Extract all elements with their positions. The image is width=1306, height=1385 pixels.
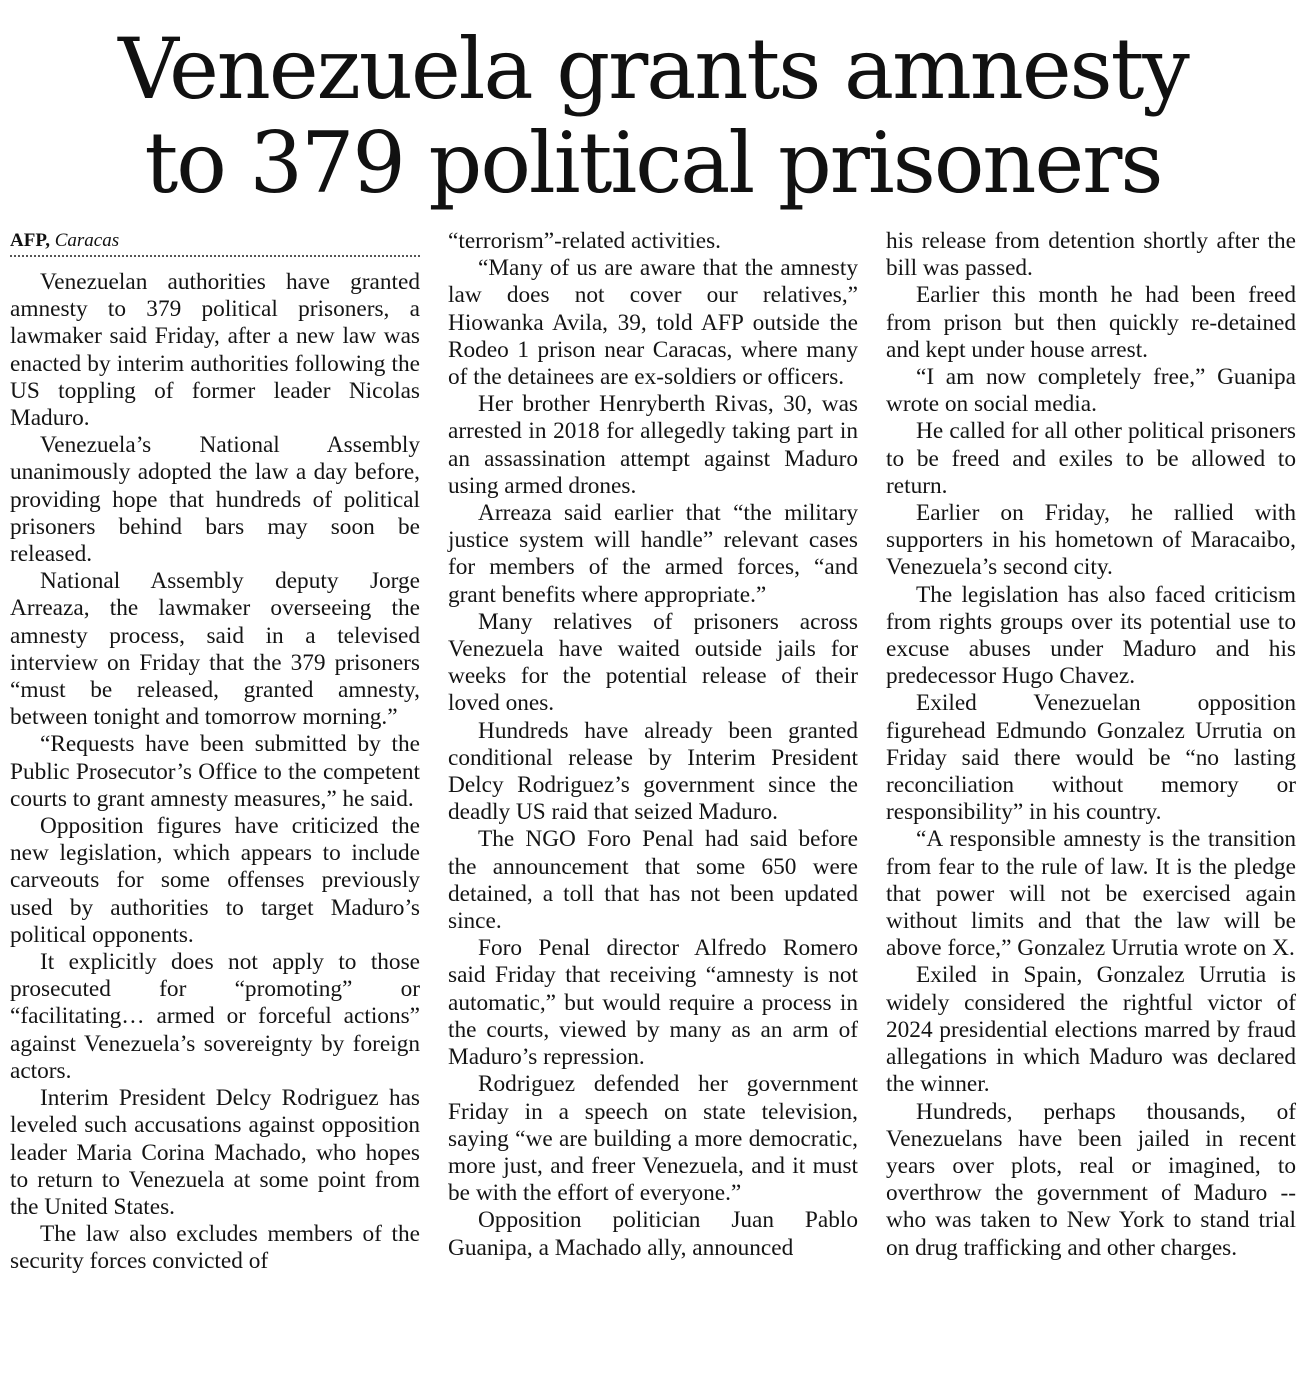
headline-line-2: to 379 political prisoners [144,114,1162,212]
article-paragraph: Earlier this month he had been freed from prison but then quickly re-detained and kept under house arrest. [886,282,1296,363]
article-paragraph: Opposition figures have criticized the new legislation, which appears to include carveouts for some offenses previously used by authorities to target Maduro’s political opponents. [10,813,420,948]
article-column-2 [448,228,858,1262]
article-paragraph: “A responsible amnesty is the transition from fear to the rule of law. It is the pledge that power will not be exercised again without limits and that the law will be above force,” Gonzalez Urrutia wrote on X. [886,826,1296,962]
article-paragraph: Venezuela’s National Assembly unanimously adopted the law a day before, providing hope that hundreds of political prisoners behind bars may soon be released. [10,432,420,568]
article-paragraph: “Many of us are aware that the amnesty law does not cover our relatives,” Hiowanka Avila, 39, told AFP outside the Rodeo 1 prison near Caracas, where many of the detainees are ex-soldiers or officers. [448,255,858,391]
byline-agency: AFP, [10,230,50,251]
article-paragraph: Rodriguez defended her government Friday in a speech on state television, saying “we are building a more democratic, more just, and freer Venezuela, and it must be with the effort of everyone.” [448,1071,858,1207]
article-column-3 [886,228,1296,1262]
article-paragraph: Hundreds have already been granted conditional release by Interim President Delcy Rodriguez’s government since the deadly US raid that seized Maduro. [448,717,858,826]
article-paragraph: Many relatives of prisoners across Venezuela have waited outside jails for weeks for the potential release of their loved ones. [448,608,858,717]
article-paragraph: Earlier on Friday, he rallied with supporters in his hometown of Maracaibo, Venezuela’s second city. [886,500,1296,581]
article-paragraph: He called for all other political prisoners to be freed and exiles to be allowed to return. [886,418,1296,499]
headline-line-1: Venezuela grants amnesty [118,20,1188,118]
article-body [10,228,1296,1378]
article-paragraph: Exiled Venezuelan opposition figurehead Edmundo Gonzalez Urrutia on Friday said there would be “no lasting reconciliation without memory or responsibility” in his country. [886,690,1296,826]
article-paragraph: Foro Penal director Alfredo Romero said Friday that receiving “amnesty is not automatic,” but would require a process in the courts, viewed by many as an arm of Maduro’s repression. [448,935,858,1071]
article-paragraph: Exiled in Spain, Gonzalez Urrutia is widely considered the rightful victor of 2024 presidential elections marred by fraud allegations in which Maduro was declared the winner. [886,962,1296,1098]
article-paragraph: Opposition politician Juan Pablo Guanipa, a Machado ally, announced [448,1207,858,1261]
article-paragraph: It explicitly does not apply to those prosecuted for “promoting” or “facilitating… armed or forceful actions” against Venezuela’s sovereignty by foreign actors. [10,949,420,1084]
article-paragraph: National Assembly deputy Jorge Arreaza, the lawmaker overseeing the amnesty process, said in a televised interview on Friday that the 379 prisoners “must be released, granted amnesty, between tonight and tomorrow morning.” [10,568,420,731]
article-column-1 [10,228,420,1276]
article-paragraph-continued: “terrorism”-related activities. [448,228,721,254]
article-paragraph: The legislation has also faced criticism from rights groups over its potential use to excuse abuses under Maduro and his predecessor Hugo Chavez. [886,581,1296,690]
article-paragraph-continued: his release from detention shortly after the bill was passed. [886,228,1296,282]
article-paragraph: Venezuelan authorities have granted amnesty to 379 political prisoners, a lawmaker said Friday, after a new law was enacted by interim authorities following the US toppling of former leader Nicolas Maduro. [10,269,420,432]
article-paragraph: Arreaza said earlier that “the military justice system will handle” relevant cases for members of the armed forces, “and grant benefits where appropriate.” [448,500,858,608]
article-paragraph: The law also excludes members of the security forces convicted of [10,1221,420,1275]
article-paragraph: The NGO Foro Penal had said before the announcement that some 650 were detained, a toll that has not been updated since. [448,826,858,935]
article-paragraph: Interim President Delcy Rodriguez has leveled such accusations against opposition leader Maria Corina Machado, who hopes to return to Venezuela at some point from the United States. [10,1085,420,1220]
byline [10,228,420,255]
byline-divider [10,255,420,257]
headline [0,22,1306,210]
article-paragraph: Hundreds, perhaps thousands, of Venezuelans have been jailed in recent years over plots, real or imagined, to overthrow the government of Maduro -- who was taken to New York to stand trial on drug trafficking and other charges. [886,1098,1296,1261]
byline-location: Caracas [54,230,120,251]
article-paragraph: “I am now completely free,” Guanipa wrote on social media. [886,364,1296,418]
article-paragraph: Her brother Henryberth Rivas, 30, was arrested in 2018 for allegedly taking part in an assassination attempt against Maduro using armed drones. [448,391,858,499]
article-paragraph: “Requests have been submitted by the Public Prosecutor’s Office to the competent courts to grant amnesty measures,” he said. [10,731,420,812]
